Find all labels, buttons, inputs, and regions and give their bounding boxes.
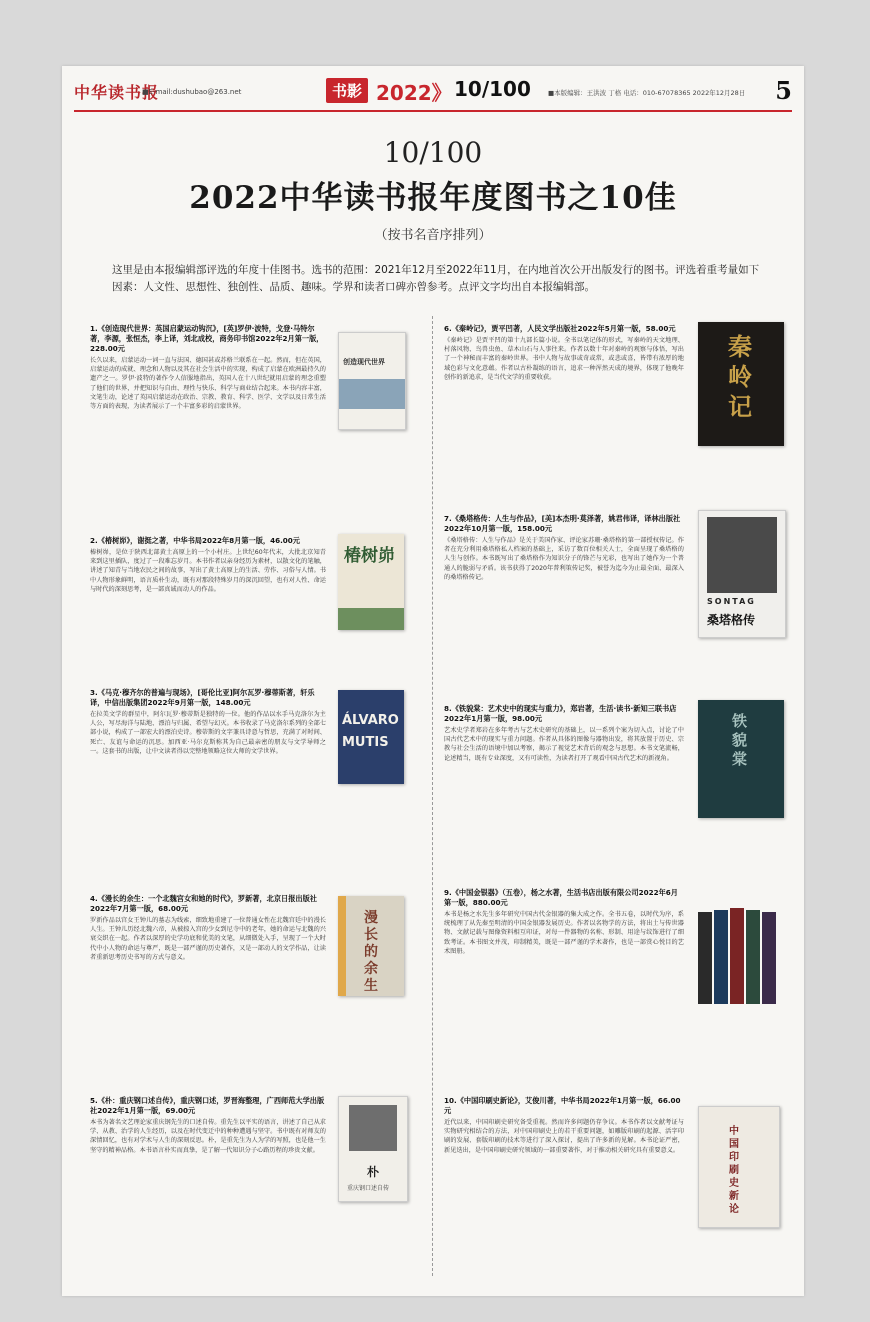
page-number: 5 [775, 76, 792, 105]
headline-title: 2022中华读书报年度图书之10佳 [189, 180, 677, 216]
entry-heading: 10.《中国印刷史新论》，艾俊川著，中华书局2022年1月第一版，66.00元 [444, 1096, 681, 1115]
cover-photo [349, 1105, 397, 1151]
book-cover-7 [698, 510, 786, 638]
book-cover-10 [698, 1106, 780, 1228]
entry-body: 本书为著名文艺理论家重庆钢先生的口述自传。重先生以平实的语言，讲述了自己从求学、从教、治学的人生经历，以及在时代变迁中的种种遭遇与坚守。书中既有对师友的深情回忆，也有对学术与人生的深刻反思。朴，是重先生为人为学的写照，也是他一生坚守的精神品格。本书语言朴实而真挚，是了解一代知识分子心路历程的珍贵文献。 [90, 1119, 326, 1154]
entry-body: 罗新作品以宫女王钟儿的墓志为线索，细致地重建了一位普通女性在北魏宫廷中的漫长人生。王钟儿历经北魏六帝，从被掠入宫的少女到尼寺中的老年，她的命运与北魏的兴衰交织在一起。作者以深厚的史学功底和优美的文笔，从细微处入手，呈现了一个大时代中小人物的命运与尊严，既是一部严谨的历史著作，又是一部动人的文学作品，让读者重新思考历史书写的方式与意义。 [90, 917, 326, 961]
entry-heading: 3.《马克·穆齐尔的普遍与现场》，[哥伦比亚]阿尔瓦罗·穆蒂斯著，轩乐译，中信出版集团2022年9月第一版，148.00元 [90, 688, 315, 707]
book-cover-3 [338, 690, 404, 784]
book-entry-4 [90, 894, 326, 1084]
cover-title: 创造现代世界 [343, 357, 385, 366]
book-entry-10 [444, 1096, 684, 1286]
paper-name: 中华读书报 [74, 83, 160, 102]
entry-body: 《桑塔格传：人生与作品》是关于美国作家、评论家苏珊·桑塔格的第一部授权传记。作者在充分利用桑塔格私人档案的基础上，采访了数百位相关人士，全面呈现了桑塔格的人生与创作。本书既写出了桑塔格作为知识分子的锋芒与光彩，也写出了她作为一个普通人的脆弱与矛盾。该书获得了2020年普利策传记奖，被誉为迄今为止最全面、最深入的桑塔格传记。 [444, 537, 684, 581]
cover-title: 中国印刷史新论 [729, 1126, 739, 1215]
book-entry-1 [90, 324, 326, 524]
cover-title: 铁貌棠 [732, 712, 748, 768]
book-entry-7 [444, 514, 684, 694]
masthead [74, 76, 792, 108]
entry-heading: 2.《椿树峁》，谢挺之著，中华书局2022年8月第一版，46.00元 [90, 536, 300, 545]
cover-title: 椿树峁 [344, 546, 395, 566]
cover-title: 秦岭记 [728, 332, 752, 421]
entry-body: 本书是杨之水先生多年研究中国古代金银器的集大成之作。全书五卷，以时代为序，系统梳理了从先秦至明清的中国金银器发展历史。作者以名物学的方法，将出土与传世器物、文献记载与图像资料相互印证，对每一件器物的名称、形制、用途与纹饰进行了细致考证。本书图文并茂，印制精美，既是一部严谨的学术著作，也是一部赏心悦目的艺术图册。 [444, 911, 684, 955]
cover-art [339, 379, 405, 409]
cover-title: 桑塔格传 [707, 613, 756, 627]
book-cover-9-boxset [698, 906, 788, 1006]
book-entry-5 [90, 1096, 326, 1286]
cover-photo [707, 517, 777, 593]
entry-heading: 9.《中国金银器》（五卷），杨之水著，生活书店出版有限公司2022年6月第一版，880.00元 [444, 888, 678, 907]
cover-art [338, 608, 404, 630]
cover-author-name: SONTAG [707, 597, 756, 606]
book-entry-9 [444, 888, 684, 1088]
entry-heading: 5.《朴：重庆钢口述自传》，重庆钢口述，罗晋海整理，广西师范大学出版社2022年1月第一版，69.00元 [90, 1096, 325, 1115]
entry-body: 艺术史学者郑岩在多年考古与艺术史研究的基础上，以一系列个案为切入点，讨论了中国古代艺术中的现实与重力问题。作者从具体的图像与器物出发，将其放置于历史、宗教与社会生活的语境中加以考察，揭示了视觉艺术背后的观念与思想。本书文笔流畅，论述精当，既有专业深度，又有可读性，为读者打开了观看中国古代艺术的新视角。 [444, 727, 684, 762]
section-logo: 书影 [326, 78, 368, 103]
book-cover-1 [338, 332, 406, 430]
cover-title: ÁLVARO MUTIS [342, 713, 399, 750]
entry-heading: 1.《创造现代世界：英国启蒙运动钩沉》，[英]罗伊·波特，戈登·马特尔著，李源，张恒杰，李上译，刘北成校，商务印书馆2022年2月第一版，228.00元 [90, 324, 324, 353]
book-cover-6 [698, 322, 784, 446]
rank-label: 10/100 [454, 77, 531, 101]
book-cover-8 [698, 700, 784, 818]
editor-info: ■本版编辑：王洪波 丁格 电话：010-67078365 2022年12月28日 [548, 89, 746, 97]
box-volume [746, 910, 760, 1004]
entry-body: 椿树峁，是位于陕西北部黄土高原上的一个小村庄。上世纪60年代末，大批北京知青来到这里插队，度过了一段难忘岁月。本书作者以亲身经历为素材，以散文化的笔触，讲述了知青与当地农民之间的故事，写出了黄土高原上的生活、劳作、习俗与人情。书中人物形象鲜明，语言质朴生动，既有对那段特殊岁月的深沉回望，也有对人性、命运与时代的深刻思考，是一部真诚而动人的作品。 [90, 549, 326, 593]
email-address: ■E-mail:dushubao@263.net [142, 88, 242, 96]
entry-body: 《秦岭记》是贾平凹的第十九部长篇小说。全书以笔记体的形式，写秦岭的天文地理、村落风物、鸟兽虫鱼、草木山石与人事往来。作者以数十年对秦岭的观察与体悟，写出了一个神秘而丰富的秦岭世界。书中人物与故事或奇或常，或悲或喜，皆带有浓厚的地域色彩与文化意蕴。作者以古朴凝练的语言，追求一种浑然天成的境界，体现了他晚年创作的新追求，是当代文学的重要收获。 [444, 337, 684, 381]
box-volume [698, 912, 712, 1004]
book-entry-2 [90, 536, 326, 676]
entry-heading: 8.《铁貌棠：艺术史中的现实与重力》，郑岩著，生活·读书·新知三联书店2022年1月第一版，98.00元 [444, 704, 677, 723]
book-cover-5 [338, 1096, 408, 1202]
book-entry-6 [444, 324, 684, 504]
book-entry-3 [90, 688, 326, 878]
entry-heading: 7.《桑塔格传：人生与作品》，[美]本杰明·莫泽著，姚君伟译，译林出版社2022年10月第一版，158.00元 [444, 514, 681, 533]
box-volume [762, 912, 776, 1004]
headline-rank: 10/100 [383, 136, 483, 169]
cover-subtitle: 重庆钢口述自传 [347, 1185, 390, 1192]
newspaper-page [62, 66, 804, 1296]
entry-body: 在拉美文学的群星中，阿尔瓦罗·穆蒂斯是独特的一位。他的作品以水手马克洛尔为主人公，写尽海洋与陆地、漂泊与归属、希望与幻灭。本书收录了马克洛尔系列的全部七部小说，构成了一部宏大的漂泊史诗。穆蒂斯的文字兼具诗意与哲思，充满了对时间、死亡、友谊与命运的沉思。加西亚·马尔克斯称其为自己最亲密的朋友与文学导师之一。这套书的出版，让中文读者得以完整地领略这位大师的文学世界。 [90, 711, 326, 755]
masthead-rule [74, 110, 792, 112]
book-entry-8 [444, 704, 684, 874]
entry-heading: 4.《漫长的余生：一个北魏宫女和她的时代》，罗新著，北京日报出版社2022年7月第一版，68.00元 [90, 894, 317, 913]
headline-subtitle: （按书名音序排列） [374, 228, 492, 243]
year-label: 2022》 [376, 81, 452, 105]
cover-title: 漫长的余生 [364, 910, 378, 994]
column-divider [432, 316, 434, 1276]
book-cover-4 [338, 896, 404, 996]
box-volume [714, 910, 728, 1004]
cover-title: 朴 [367, 1165, 380, 1179]
entry-heading: 6.《秦岭记》，贾平凹著，人民文学出版社2022年5月第一版，58.00元 [444, 324, 676, 333]
box-volume [730, 908, 744, 1004]
intro-paragraph: 这里是由本报编辑部评选的年度十佳图书。选书的范围：2021年12月至2022年11月，在内地首次公开出版发行的图书。评选着重考量如下因素：人文性、思想性、独创性、品质、趣味。学界和读者口碑亦曾参考。点评文字均出自本报编辑部。 [112, 264, 760, 293]
book-cover-2 [338, 534, 404, 630]
entry-body: 近代以来，中国印刷史研究备受重视。然而许多问题仍存争议。本书作者以文献考证与实物研究相结合的方法，对中国印刷史上的若干重要问题，如雕版印刷的起源、活字印刷的发展、套版印刷的技术等进行了深入探讨，提出了许多新的见解。本书论证严密，新见迭出，是中国印刷史研究领域的一部重要著作，对于推动相关研究具有重要意义。 [444, 1119, 684, 1154]
entry-body: 长久以来，启蒙运动一词一直与法国、德国甚或苏格兰联系在一起。然而，但在英国，启蒙运动的成就、理念和人物以及其在社会生活中的实现，构成了启蒙在欧洲最持久的遗产之一。罗伊·波特的著作令人信服地指出，英国人在十八世纪就用启蒙的理念重塑了他们的世界，并把知识与自由、理性与快乐、科学与商业结合起来。本书内容丰富，文笔生动，论述了英国启蒙运动在政治、宗教、教育、科学、医学、文学以及日常生活等方面的表现，为读者展示了一个丰富多彩的启蒙世界。 [90, 357, 326, 411]
cover-spine [338, 896, 346, 996]
